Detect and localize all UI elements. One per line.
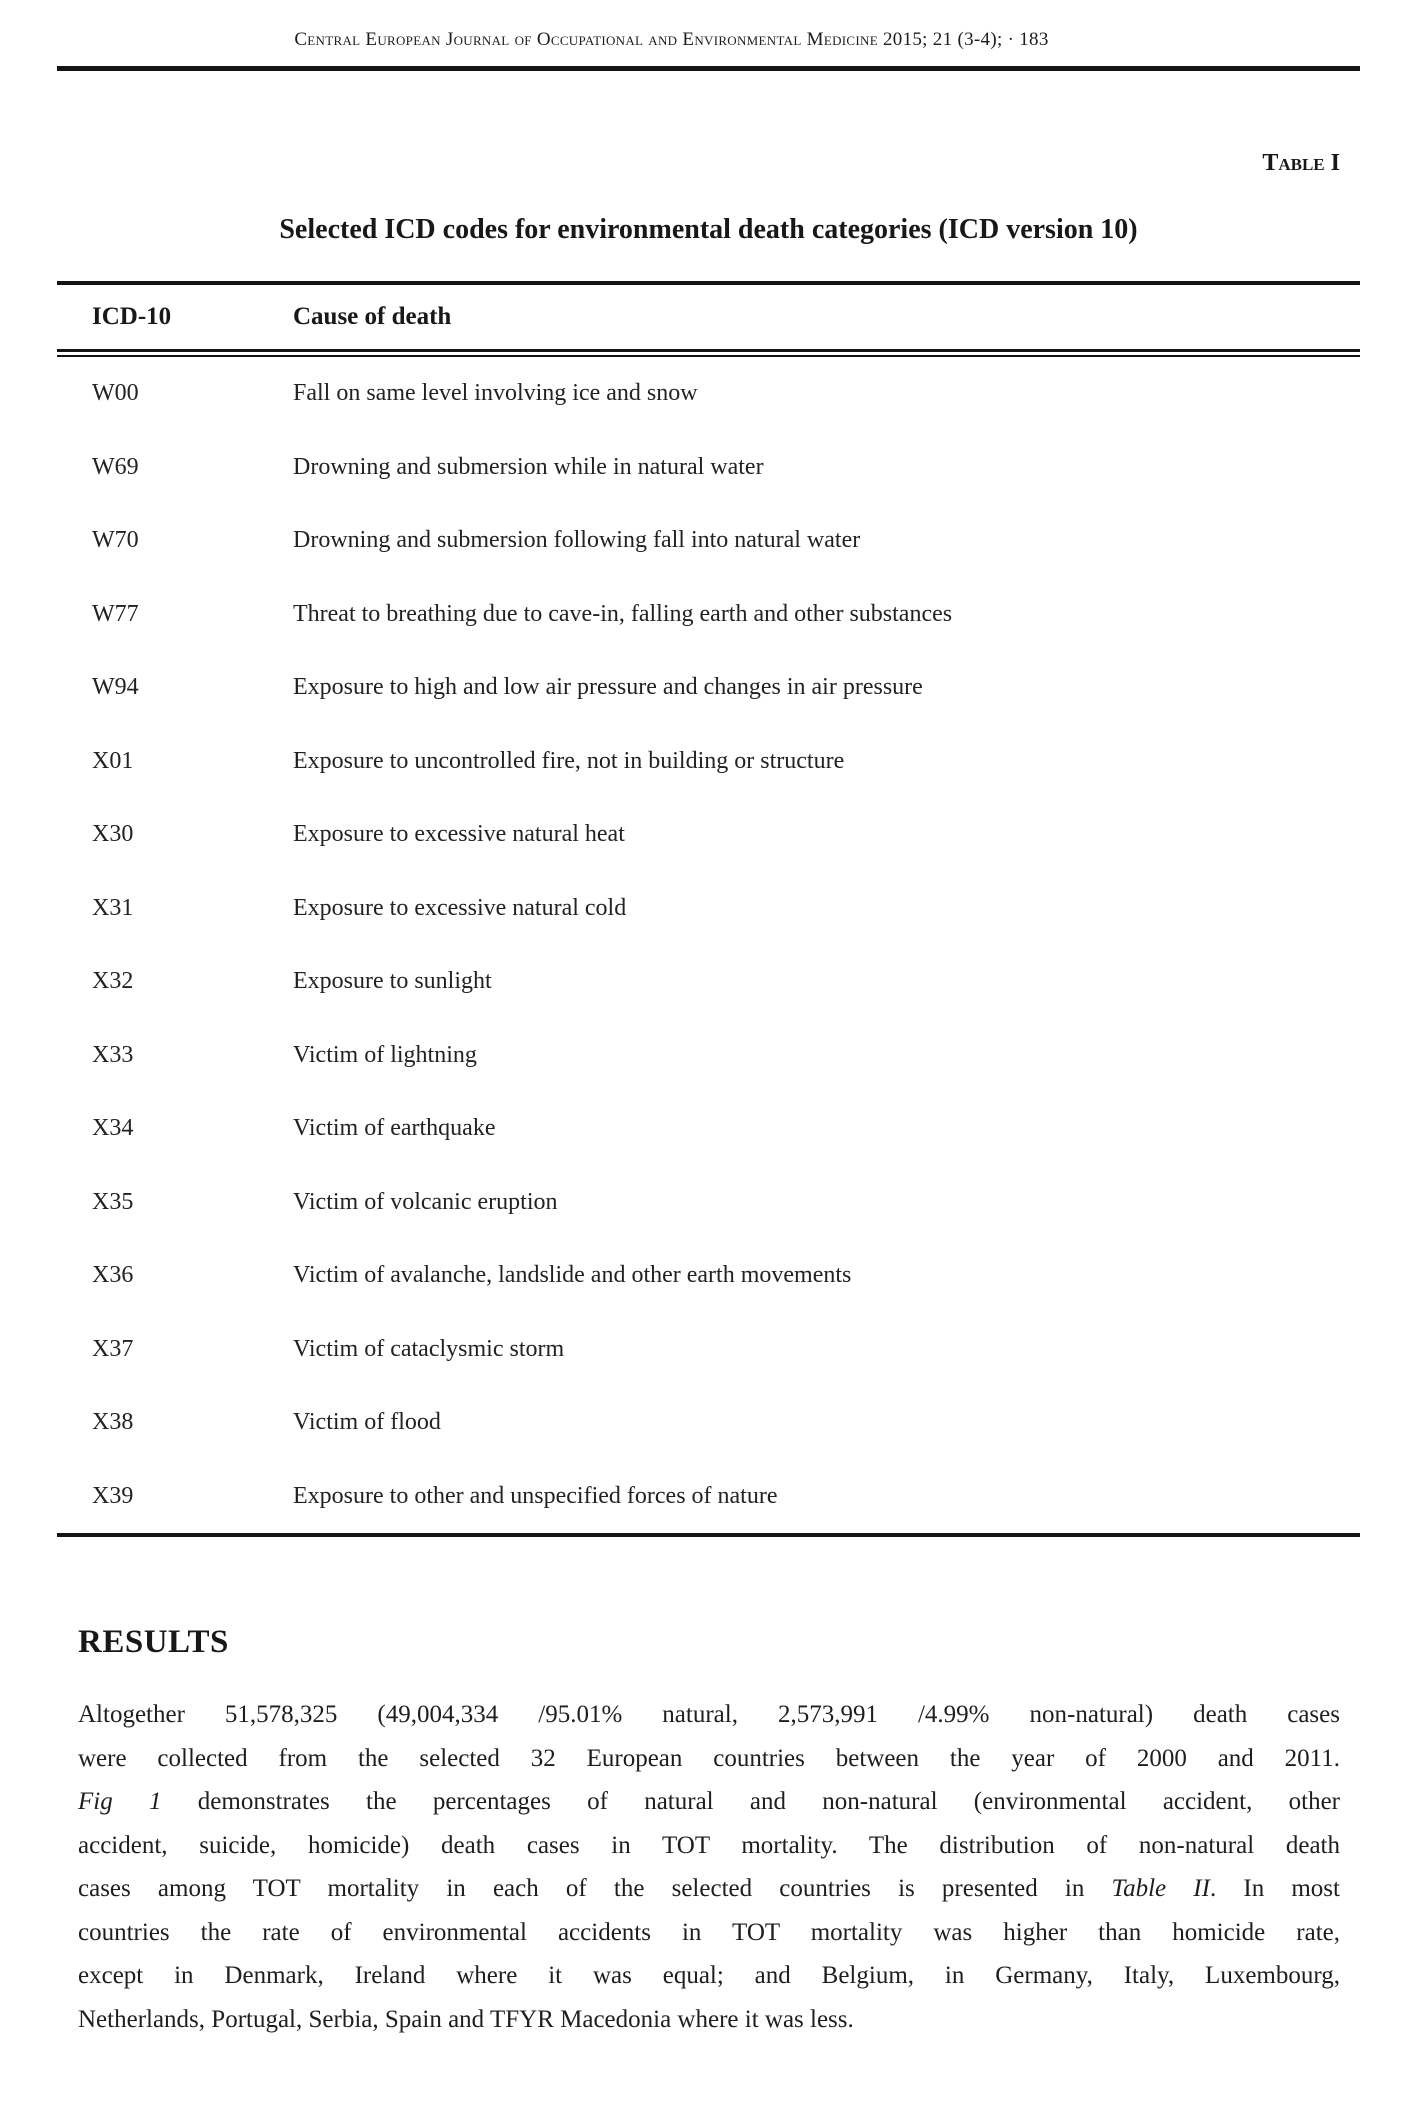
table-row (57, 431, 1360, 505)
table-header-row (57, 285, 1360, 349)
cause-of-death-cell: Exposure to sunlight (293, 968, 492, 995)
paragraph-text: were collected from the selected 32 European countries between the year of 2000 and 2011. (78, 1744, 1340, 1772)
icd-code-cell: W77 (92, 600, 139, 627)
paragraph-text: Altogether 51,578,325 (49,004,334 /95.01% natural, 2,573,991 /4.99% non-natural) death cases (78, 1701, 1340, 1728)
table-row (57, 578, 1360, 652)
results-paragraph (78, 1693, 1340, 2041)
cause-of-death-cell: Victim of avalanche, landslide and other earth movements (293, 1262, 852, 1289)
paragraph-line (78, 1824, 1340, 1868)
icd-code-cell: X31 (92, 894, 134, 921)
cause-of-death-cell: Victim of lightning (293, 1041, 477, 1068)
icd-code-cell: W00 (92, 380, 139, 407)
cause-of-death-cell: Exposure to high and low air pressure and changes in air pressure (293, 674, 923, 701)
paragraph-text: cases among TOT mortality in each of the selected countries is presented in (78, 1875, 1112, 1902)
column-header-cause-of-death: Cause of death (293, 303, 452, 330)
icd-code-cell: W69 (92, 453, 139, 480)
table-row (57, 945, 1360, 1019)
paragraph-line (78, 1998, 1340, 2042)
table-row (57, 1092, 1360, 1166)
paragraph-text: accident, suicide, homicide) death cases in TOT mortality. The distribution of non-natural death (78, 1831, 1340, 1859)
cause-of-death-cell: Victim of cataclysmic storm (293, 1335, 565, 1362)
cause-of-death-cell: Exposure to uncontrolled fire, not in building or structure (293, 747, 845, 774)
icd-code-cell: X38 (92, 1409, 134, 1436)
icd-code-cell: W94 (92, 674, 139, 701)
icd-code-cell: X39 (92, 1482, 134, 1509)
table-row (57, 1460, 1360, 1534)
cause-of-death-cell: Victim of volcanic eruption (293, 1188, 558, 1215)
paragraph-text: . In most (1209, 1875, 1340, 1902)
table-row (57, 798, 1360, 872)
paragraph-line (78, 1693, 1340, 1737)
italic-reference: Table II (1111, 1875, 1210, 1902)
cause-of-death-cell: Fall on same level involving ice and snow (293, 380, 698, 407)
table-row (57, 872, 1360, 946)
table-header-double-rule (57, 349, 1360, 357)
cause-of-death-cell: Drowning and submersion while in natural water (293, 453, 764, 480)
cause-of-death-cell: Victim of flood (293, 1409, 441, 1436)
paragraph-text: countries the rate of environmental accidents in TOT mortality was higher than homicide rate, (78, 1918, 1340, 1946)
icd-code-cell: X01 (92, 747, 134, 774)
icd-code-cell: X34 (92, 1115, 134, 1142)
table-row (57, 1239, 1360, 1313)
cause-of-death-cell: Exposure to other and unspecified forces of nature (293, 1482, 778, 1509)
icd-code-cell: X36 (92, 1262, 134, 1289)
table-title: Selected ICD codes for environmental death categories (ICD version 10) (279, 214, 1138, 245)
table-bottom-rule (57, 1533, 1360, 1537)
icd-code-cell: X32 (92, 968, 134, 995)
icd-code-cell: W70 (92, 527, 139, 554)
cause-of-death-cell: Victim of earthquake (293, 1115, 496, 1142)
paragraph-line (78, 1911, 1340, 1955)
icd-code-cell: X30 (92, 821, 134, 848)
table-row (57, 1166, 1360, 1240)
header-rule (57, 66, 1360, 71)
italic-reference: Fig 1 (78, 1788, 162, 1815)
table-body (57, 357, 1360, 1533)
cause-of-death-cell: Drowning and submersion following fall into natural water (293, 527, 861, 554)
cause-of-death-cell: Exposure to excessive natural heat (293, 821, 625, 848)
paragraph-line (78, 1737, 1340, 1781)
icd-code-cell: X33 (92, 1041, 134, 1068)
paragraph-text: demonstrates the percentages of natural and non-natural (environmental accident, other (161, 1788, 1340, 1815)
paragraph-line (78, 1867, 1340, 1911)
cause-of-death-cell: Exposure to excessive natural cold (293, 894, 627, 921)
icd-code-cell: X37 (92, 1335, 134, 1362)
table-row (57, 725, 1360, 799)
icd-code-cell: X35 (92, 1188, 134, 1215)
icd-codes-table (57, 281, 1360, 1537)
column-header-icd10: ICD-10 (92, 303, 172, 330)
table-row (57, 504, 1360, 578)
table-row (57, 1386, 1360, 1460)
journal-header-line: Central European Journal of Occupational and Environmental Medicine 2015; 21 (3-4); · 183 (294, 29, 1049, 50)
paragraph-text: except in Denmark, Ireland where it was equal; and Belgium, in Germany, Italy, Luxembourg, (78, 1962, 1340, 1989)
table-row (57, 651, 1360, 725)
table-row (57, 357, 1360, 431)
table-row (57, 1313, 1360, 1387)
paragraph-line (78, 1780, 1340, 1824)
paragraph-line (78, 1954, 1340, 1998)
cause-of-death-cell: Threat to breathing due to cave-in, falling earth and other substances (293, 600, 953, 627)
table-row (57, 1019, 1360, 1093)
paragraph-text: Netherlands, Portugal, Serbia, Spain and TFYR Macedonia where it was less. (78, 2005, 854, 2033)
results-heading: RESULTS (78, 1624, 229, 1660)
table-label: Table I (1262, 150, 1340, 176)
